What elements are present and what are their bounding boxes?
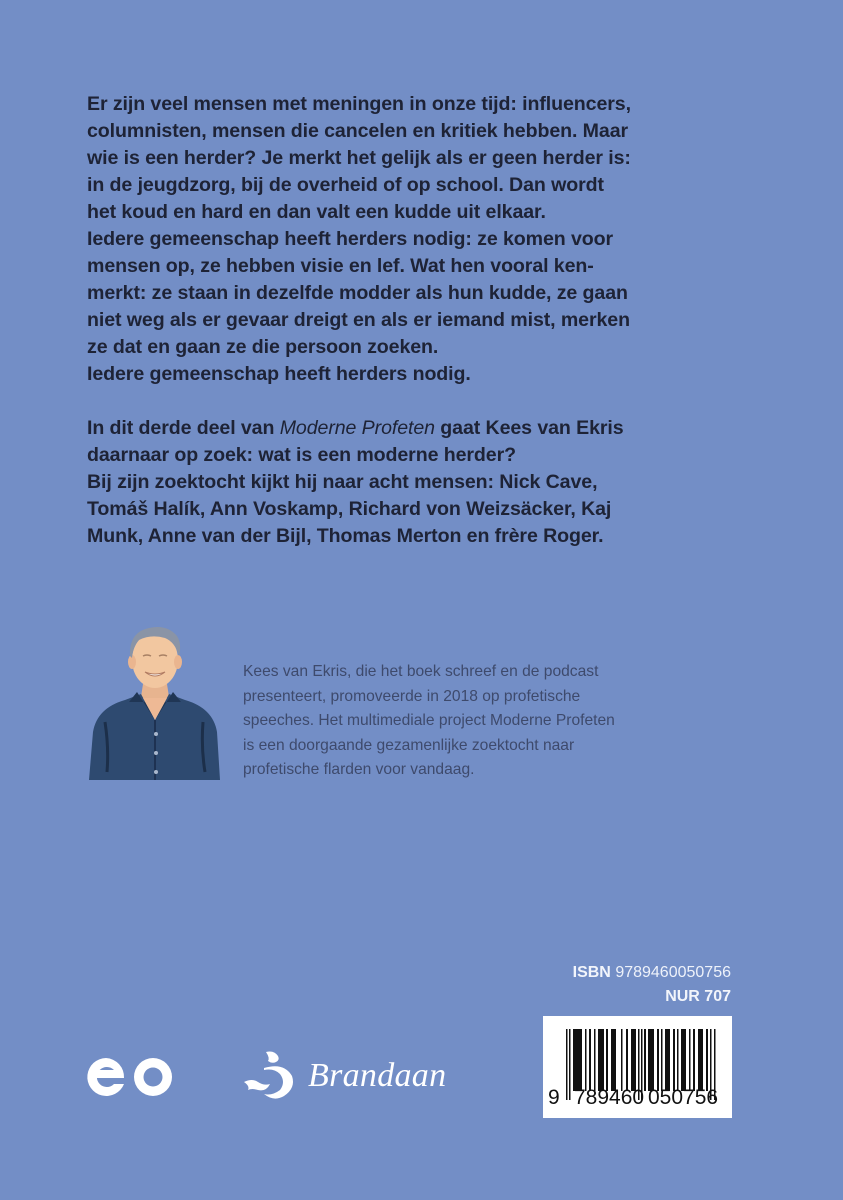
brandaan-logo (240, 1046, 446, 1106)
eo-logo-icon (80, 1052, 180, 1102)
author-bio (243, 660, 713, 783)
nur-code: NUR 707 (665, 988, 731, 1005)
blurb-line: in de jeugdzorg, bij de overheid of op school. Dan wordt (87, 174, 604, 196)
bird-icon (240, 1048, 300, 1104)
barcode-digits-left: 789460 (574, 1086, 645, 1109)
isbn-block (573, 961, 731, 1009)
blurb-line: Er zijn veel mensen met meningen in onze tijd: influencers, (87, 93, 631, 115)
blurb-text (87, 91, 771, 550)
book-series-title: Moderne Profeten (279, 417, 435, 439)
author-portrait-illustration (85, 622, 225, 782)
person-icon (85, 622, 225, 782)
isbn-line (573, 961, 731, 985)
barcode (543, 1016, 732, 1118)
blurb-line: merkt: ze staan in dezelfde modder als hun kudde, ze gaan (87, 282, 628, 304)
bio-line: presenteert, promoveerde in 2018 op profetische (243, 687, 581, 705)
blurb-line: Tomáš Halík, Ann Voskamp, Richard von Weizsäcker, Kaj (87, 498, 612, 520)
blurb-line (87, 415, 771, 442)
brandaan-wordmark: Brandaan (308, 1057, 447, 1094)
barcode-digits-right: 050756 (648, 1086, 719, 1109)
bio-line: is een doorgaande gezamenlijke zoektocht naar (243, 736, 575, 754)
blurb-line: niet weg als er gevaar dreigt en als er iemand mist, merken (87, 309, 630, 331)
blurb-text-run: In dit derde deel van (87, 417, 280, 439)
paragraph-gap (87, 388, 771, 415)
blurb-line: mensen op, ze hebben visie en lef. Wat hen vooral ken- (87, 255, 594, 277)
blurb-line: columnisten, mensen die cancelen en kritiek hebben. Maar (87, 120, 629, 142)
isbn-number: 9789460050756 (615, 964, 731, 981)
blurb-line: Bij zijn zoektocht kijkt hij naar acht mensen: Nick Cave, (87, 471, 598, 493)
blurb-line: het koud en hard en dan valt een kudde uit elkaar. (87, 201, 546, 223)
blurb-line: Iedere gemeenschap heeft herders nodig: ze komen voor (87, 228, 614, 250)
isbn-label: ISBN (572, 964, 611, 981)
eo-logo (80, 1052, 180, 1102)
blurb-line: Iedere gemeenschap heeft herders nodig. (87, 363, 471, 385)
barcode-digit-first: 9 (548, 1086, 560, 1109)
blurb-line: daarnaar op zoek: wat is een moderne herder? (87, 444, 516, 466)
barcode-digits (543, 1086, 732, 1116)
bio-line: speeches. Het multimediale project Moderne Profeten (243, 712, 615, 729)
blurb-line: Munk, Anne van der Bijl, Thomas Merton en frère Roger. (87, 525, 604, 547)
blurb-text-run: gaat Kees van Ekris (434, 417, 624, 439)
blurb-line: wie is een herder? Je merkt het gelijk als er geen herder is: (87, 147, 631, 169)
blurb-line: ze dat en gaan ze die persoon zoeken. (87, 336, 439, 358)
bio-line: profetische flarden voor vandaag. (243, 761, 475, 778)
bio-line: Kees van Ekris, die het boek schreef en de podcast (243, 663, 599, 680)
